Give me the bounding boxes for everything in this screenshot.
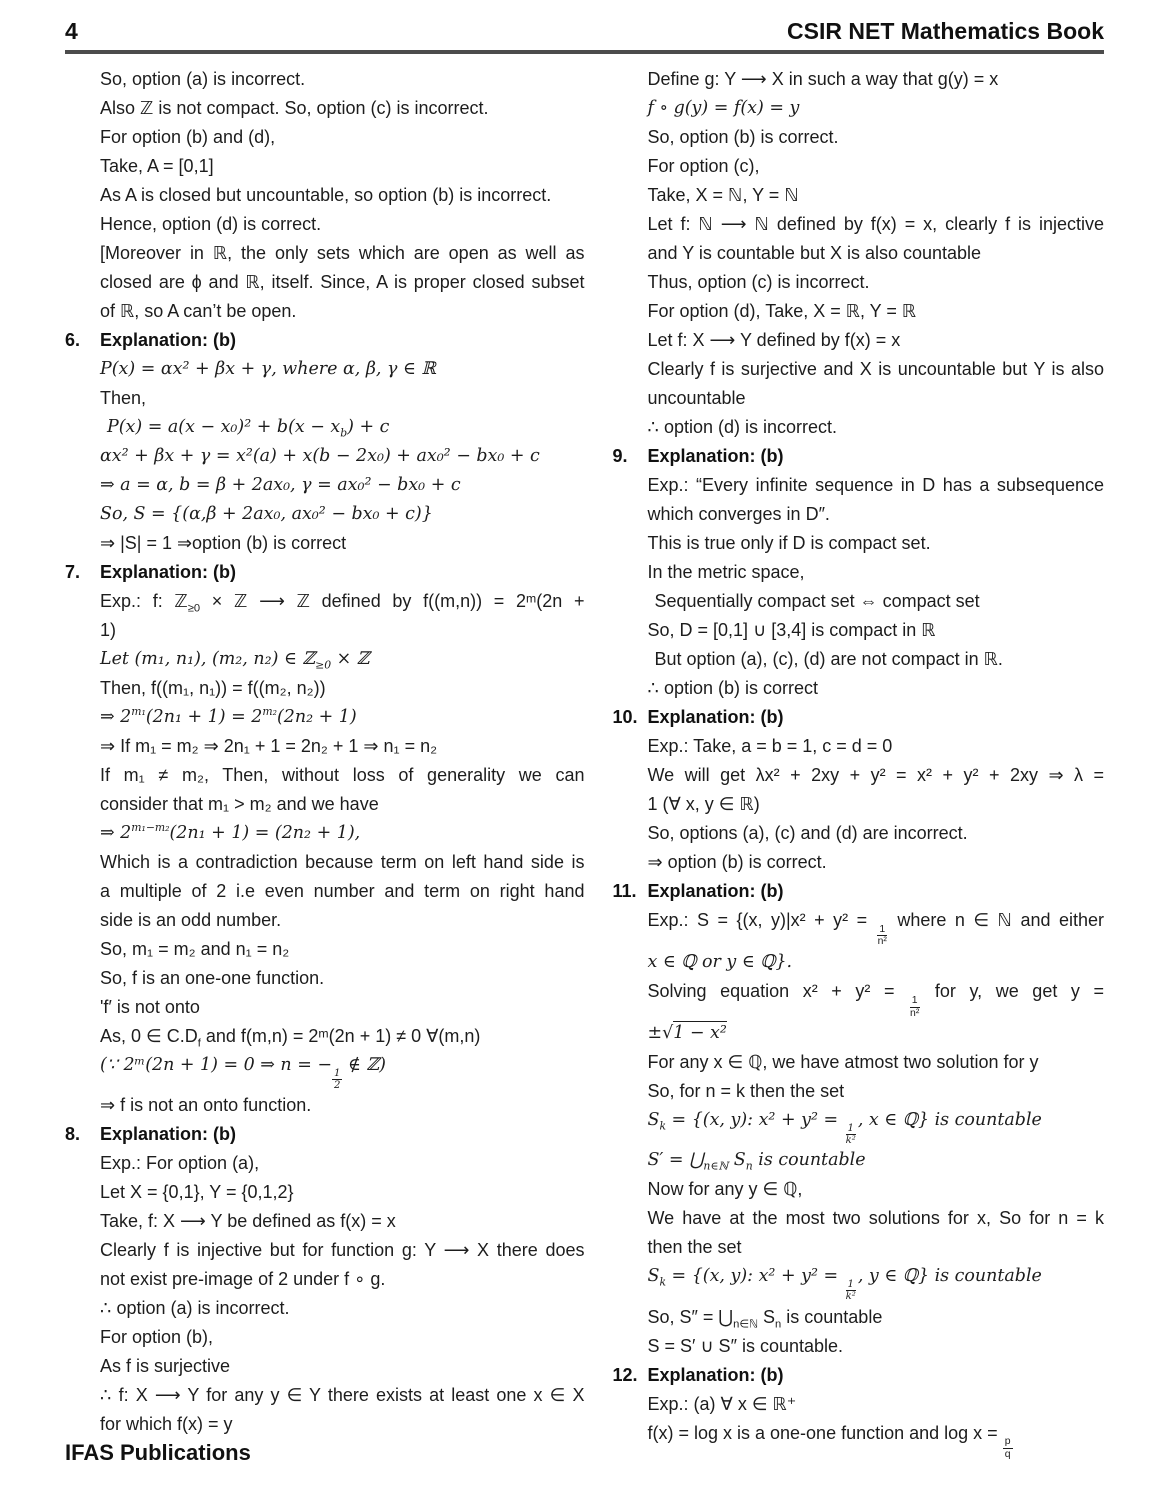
line-text: then the set	[647, 1237, 742, 1258]
solution-item-heading-row	[612, 442, 1104, 471]
line-text: 1)	[100, 620, 117, 640]
right-column	[612, 65, 1104, 1461]
text-line	[65, 1323, 584, 1352]
text-line	[612, 1332, 1104, 1361]
line-text: S = S′ ∪ S″ is countable.	[647, 1335, 844, 1356]
text-line	[612, 384, 1104, 413]
line-text: αx² + βx + γ = x²(a) + x(b − 2x₀) + ax₀² − bx₀ + c	[100, 446, 540, 466]
left-column	[65, 65, 584, 1461]
line-text: ⇒ If m₁ = m₂ ⇒ 2n₁ + 1 = 2n₂ + 1 ⇒ n₁ = n₂	[100, 736, 438, 756]
text-line	[612, 1233, 1104, 1262]
text-line	[65, 471, 584, 500]
fraction: $\frac{p}{q}$	[1004, 1436, 1011, 1461]
line-text: As f is surjective	[100, 1356, 231, 1377]
line-text: As, 0 ∈ $C.D_f$ and f(m,n) = 2ᵐ(2n + 1) ≠ 0 ∀(m,n)	[100, 1026, 481, 1050]
line-text: Exp.: f: ℤ$_{\ge 0}$ × ℤ ⟶ ℤ defined by f((m,n)) = 2ᵐ(2n +	[100, 591, 585, 615]
item-heading: Explanation: (b)	[100, 1124, 236, 1145]
line-text: So, f is an one-one function.	[100, 968, 325, 988]
item-number: 12.	[612, 1364, 638, 1385]
text-line	[612, 1419, 1104, 1461]
text-line	[612, 297, 1104, 326]
text-line	[65, 1410, 584, 1439]
text-line	[612, 239, 1104, 268]
text-line	[612, 181, 1104, 210]
line-text: So, options (a), (c) and (d) are incorrect.	[647, 823, 968, 843]
item-heading: Explanation: (b)	[647, 881, 784, 901]
text-line	[65, 819, 584, 848]
text-line	[65, 1352, 584, 1381]
line-text: ∴ option (d) is incorrect.	[647, 417, 838, 437]
text-line	[65, 297, 584, 326]
text-line	[65, 1178, 584, 1207]
radical-overline: 1 − x²	[673, 1023, 727, 1044]
text-line	[612, 848, 1104, 877]
line-text: uncountable	[647, 388, 746, 408]
line-text: $S_k = \{(x$, y): x² + y² = $\frac{1}{\text{k²}}$ , y ∈ ℚ} is countable	[647, 1266, 1042, 1303]
text-line	[612, 413, 1104, 442]
text-line	[65, 935, 584, 964]
line-text: Take, f: X ⟶ Y be defined as f(x) = x	[100, 1211, 396, 1232]
line-text: Hence, option (d) is correct.	[100, 214, 322, 234]
line-text: Exp.: S = {(x, y)|x² + y² = $\frac{1}{\text{n²}}$ where n ∈ ℕ and either	[647, 910, 1104, 948]
text-line	[65, 790, 584, 819]
line-text: which converges in D″.	[647, 504, 830, 524]
line-text: Exp.: Take, a = b = 1, c = d = 0	[647, 736, 893, 756]
text-line	[612, 152, 1104, 181]
item-number: 7.	[65, 562, 81, 582]
text-line	[65, 268, 584, 297]
solution-item-heading-row	[65, 558, 584, 587]
line-text: Define g: Y ⟶ X in such a way that g(y) = x	[647, 69, 999, 89]
text-line	[65, 761, 584, 790]
text-line	[612, 906, 1104, 948]
publisher-name: IFAS Publications	[65, 1440, 251, 1465]
text-line	[65, 210, 584, 239]
text-line	[65, 1207, 584, 1236]
text-line	[612, 790, 1104, 819]
line-text: a multiple of 2 i.e even number and term on right hand	[100, 881, 585, 901]
line-text: not exist pre-image of 2 under f ∘ g.	[100, 1269, 386, 1290]
line-text: But option (a), (c), (d) are not compact in ℝ.	[654, 649, 1003, 669]
text-line	[612, 587, 1104, 616]
text-line	[65, 732, 584, 761]
line-text: Let f: X ⟶ Y defined by f(x) = x	[647, 330, 901, 350]
text-line	[612, 471, 1104, 500]
text-line	[65, 65, 584, 94]
item-heading: Explanation: (b)	[647, 707, 784, 727]
line-text: closed are ϕ and ℝ, itself. Since, A is proper closed subset	[100, 272, 585, 292]
line-text: Then,	[100, 388, 147, 408]
line-text: f(x) = log x is a one-one function and log x = $\frac{p}{q}$	[647, 1422, 1011, 1461]
line-text: for which f(x) = y	[100, 1414, 233, 1435]
line-text: of ℝ, so A can’t be open.	[100, 301, 297, 321]
fraction: $\frac{1}{\text{k²}}$	[845, 1279, 856, 1303]
text-line	[612, 558, 1104, 587]
page-header	[65, 18, 1104, 50]
line-text: P(x) = αx² + βx + γ, where α, β, γ ∈ ℝ	[100, 359, 436, 379]
text-line	[65, 645, 584, 674]
item-heading: Explanation: (b)	[100, 562, 236, 582]
text-line	[612, 529, 1104, 558]
item-number: 9.	[612, 446, 628, 466]
text-line	[65, 152, 584, 181]
page-footer	[65, 1440, 251, 1466]
text-line	[65, 877, 584, 906]
fraction: $\frac{1}{\text{n²}}$	[910, 994, 920, 1019]
line-text: Let X = {0,1}, Y = {0,1,2}	[100, 1182, 294, 1203]
line-text: Let f: ℕ ⟶ ℕ defined by f(x) = x, clearly f is injective	[647, 214, 1104, 234]
text-line	[65, 1381, 584, 1410]
text-line	[65, 123, 584, 152]
text-line	[612, 94, 1104, 123]
text-line	[612, 268, 1104, 297]
text-line	[65, 413, 584, 442]
fraction: $\frac{1}{\text{n²}}$	[877, 923, 887, 948]
line-text: consider that m₁ > m₂ and we have	[100, 794, 379, 814]
text-line	[612, 1262, 1104, 1302]
book-title: CSIR NET Mathematics Book	[787, 18, 1104, 44]
line-text: Let (m₁, n₁), (m₂, n₂) ∈ ℤ$_{\ge 0}$ × ℤ	[100, 649, 370, 672]
text-line	[612, 1019, 1104, 1048]
line-text: ⇒ option (b) is correct.	[647, 852, 827, 872]
fraction: $\frac{1}{2}$	[333, 1067, 341, 1091]
text-line	[65, 94, 584, 123]
line-text: Thus, option (c) is incorrect.	[647, 272, 870, 292]
line-text: ⇒ |S| = 1 ⇒option (b) is correct	[100, 533, 347, 553]
line-text: ⇒ f is not an onto function.	[100, 1095, 312, 1116]
page-number: 4	[65, 18, 78, 44]
line-text: ⇒ a = α, b = β + 2ax₀, γ = ax₀² − bx₀ + c	[100, 475, 461, 495]
text-line	[612, 977, 1104, 1019]
line-text: $S' = ⋃_{n\in ℕ}$ $S_n$ is countable	[647, 1150, 866, 1173]
line-text: ∴ f: X ⟶ Y for any y ∈ Y there exists at least one x ∈ X	[100, 1385, 585, 1406]
text-line	[65, 1149, 584, 1178]
text-line	[65, 993, 584, 1022]
line-text: Now for any y ∈ ℚ,	[647, 1179, 803, 1200]
text-line	[65, 587, 584, 616]
header-rule	[65, 50, 1104, 54]
line-text: We have at the most two solutions for x, So for n = k	[647, 1208, 1104, 1229]
line-text: ∴ option (a) is incorrect.	[100, 1298, 290, 1319]
line-text: For option (d), Take, X = ℝ, Y = ℝ	[647, 301, 917, 321]
fraction: $\frac{1}{\text{k²}}$	[845, 1122, 856, 1147]
text-line	[612, 732, 1104, 761]
line-text: Exp.: “Every infinite sequence in D has a subsequence	[647, 475, 1104, 495]
text-line	[612, 645, 1104, 674]
text-line	[65, 616, 584, 645]
text-line	[612, 355, 1104, 384]
text-line	[612, 616, 1104, 645]
line-text: ⇒ $2^{m_1}(2n_1 + 1) = 2^{m_2}(2n_2 + 1)$	[100, 705, 357, 727]
line-text: So, option (b) is correct.	[647, 127, 839, 147]
solution-item-heading-row	[65, 1120, 584, 1149]
item-heading: Explanation: (b)	[100, 330, 236, 350]
text-line	[65, 1022, 584, 1051]
line-text: 'f′ is not onto	[100, 997, 200, 1017]
solution-item-heading-row	[612, 703, 1104, 732]
text-line	[612, 761, 1104, 790]
line-text: So, option (a) is incorrect.	[100, 69, 306, 89]
line-text: For option (b) and (d),	[100, 127, 276, 147]
text-line	[65, 384, 584, 413]
text-line	[612, 819, 1104, 848]
line-text: ∴ option (b) is correct	[647, 678, 818, 698]
line-text: So, m₁ = m₂ and n₁ = n₂	[100, 939, 290, 959]
text-line	[612, 1048, 1104, 1077]
text-line	[65, 500, 584, 529]
text-line	[65, 442, 584, 471]
line-text: This is true only if D is compact set.	[647, 533, 931, 553]
text-line	[65, 1236, 584, 1265]
text-line	[65, 529, 584, 558]
line-text: Solving equation x² + y² = $\frac{1}{\text{n²}}$ for y, we get y =	[647, 981, 1104, 1019]
line-text: Also ℤ is not compact. So, option (c) is incorrect.	[100, 98, 489, 118]
line-text: Clearly f is injective but for function g: Y ⟶ X there does	[100, 1240, 585, 1261]
text-line	[612, 210, 1104, 239]
line-text: $S_k = \{(x$, y): x² + y² = $\frac{1}{\text{k²}}$ , x ∈ ℚ} is countable	[647, 1110, 1042, 1147]
text-line	[65, 1294, 584, 1323]
line-text: So, $S'' = ⋃_{n\in ℕ}$ $S_n$ is countable	[647, 1306, 883, 1331]
line-text: Then, f((m₁, n₁)) = f((m₂, n₂))	[100, 678, 326, 698]
text-line	[612, 948, 1104, 977]
line-text: Exp.: (a) ∀ x ∈ ℝ⁺	[647, 1393, 797, 1414]
line-text: side is an odd number.	[100, 910, 282, 930]
line-text: 1 (∀ x, y ∈ ℝ)	[647, 794, 760, 814]
text-line	[65, 674, 584, 703]
text-line	[65, 1091, 584, 1120]
text-line	[612, 1390, 1104, 1419]
line-text: So, for n = k then the set	[647, 1081, 845, 1102]
line-text: So, D = [0,1] ∪ [3,4] is compact in ℝ	[647, 620, 936, 640]
line-text: Which is a contradiction because term on left hand side is	[100, 852, 585, 872]
text-line	[612, 1077, 1104, 1106]
line-text: For option (b),	[100, 1327, 214, 1348]
text-line	[612, 1146, 1104, 1175]
line-text: We will get λx² + 2xy + y² = x² + y² + 2xy ⇒ λ =	[647, 765, 1104, 785]
line-text: If m₁ ≠ m₂, Then, without loss of generality we can	[100, 765, 585, 785]
text-line	[65, 1265, 584, 1294]
line-text: and Y is countable but X is also countable	[647, 243, 982, 263]
line-text: Take, X = ℕ, Y = ℕ	[647, 185, 799, 205]
line-text: ⇒ $2^{m_1-m_2}(2n_1 + 1) = (2n_2 + 1)$,	[100, 821, 361, 843]
text-line	[612, 1303, 1104, 1332]
line-text: $P(x) = a(x - x_0)^2 + b(x - x_b) + c$	[107, 417, 390, 440]
line-text: Clearly f is surjective and X is uncountable but Y is also	[647, 359, 1104, 379]
text-line	[612, 1175, 1104, 1204]
text-line	[65, 239, 584, 268]
text-line	[612, 500, 1104, 529]
text-line	[612, 674, 1104, 703]
item-number: 11.	[612, 881, 637, 901]
line-text: Sequentially compact set ⇔ compact set	[654, 591, 980, 611]
solutions-columns	[65, 65, 1104, 1461]
text-line	[65, 703, 584, 732]
line-text: For any x ∈ ℚ, we have atmost two solution for y	[647, 1052, 1039, 1073]
line-text: So, S = {(α,β + 2ax₀, ax₀² − bx₀ + c)}	[100, 504, 433, 524]
line-text: x ∈ ℚ or y ∈ ℚ}.	[647, 952, 793, 973]
text-line	[612, 123, 1104, 152]
text-line	[65, 355, 584, 384]
line-text: Take, A = [0,1]	[100, 156, 214, 176]
line-text: Exp.: For option (a),	[100, 1153, 260, 1174]
line-text: For option (c),	[647, 156, 760, 176]
item-number: 6.	[65, 330, 81, 350]
text-line	[612, 1106, 1104, 1146]
line-text: As A is closed but uncountable, so option (b) is incorrect.	[100, 185, 552, 205]
text-line	[612, 1204, 1104, 1233]
text-line	[65, 848, 584, 877]
line-text: In the metric space,	[647, 562, 805, 582]
line-text: f ∘ g(y) = f(x) = y	[647, 98, 800, 118]
text-line	[65, 1051, 584, 1091]
text-line	[612, 65, 1104, 94]
line-text: (∵ 2ᵐ(2n + 1) = 0 ⇒ n = − $\frac{1}{2}$ ∉ ℤ)	[100, 1055, 386, 1091]
line-text: ±√1 − x²	[647, 1023, 727, 1044]
text-line	[612, 326, 1104, 355]
solution-item-heading-row	[65, 326, 584, 355]
solution-item-heading-row	[612, 877, 1104, 906]
item-number: 8.	[65, 1124, 81, 1145]
solution-item-heading-row	[612, 1361, 1104, 1390]
item-heading: Explanation: (b)	[647, 446, 784, 466]
text-line	[65, 964, 584, 993]
item-number: 10.	[612, 707, 638, 727]
text-line	[65, 906, 584, 935]
text-line	[65, 181, 584, 210]
item-heading: Explanation: (b)	[647, 1364, 784, 1385]
line-text: [Moreover in ℝ, the only sets which are open as well as	[100, 243, 585, 263]
